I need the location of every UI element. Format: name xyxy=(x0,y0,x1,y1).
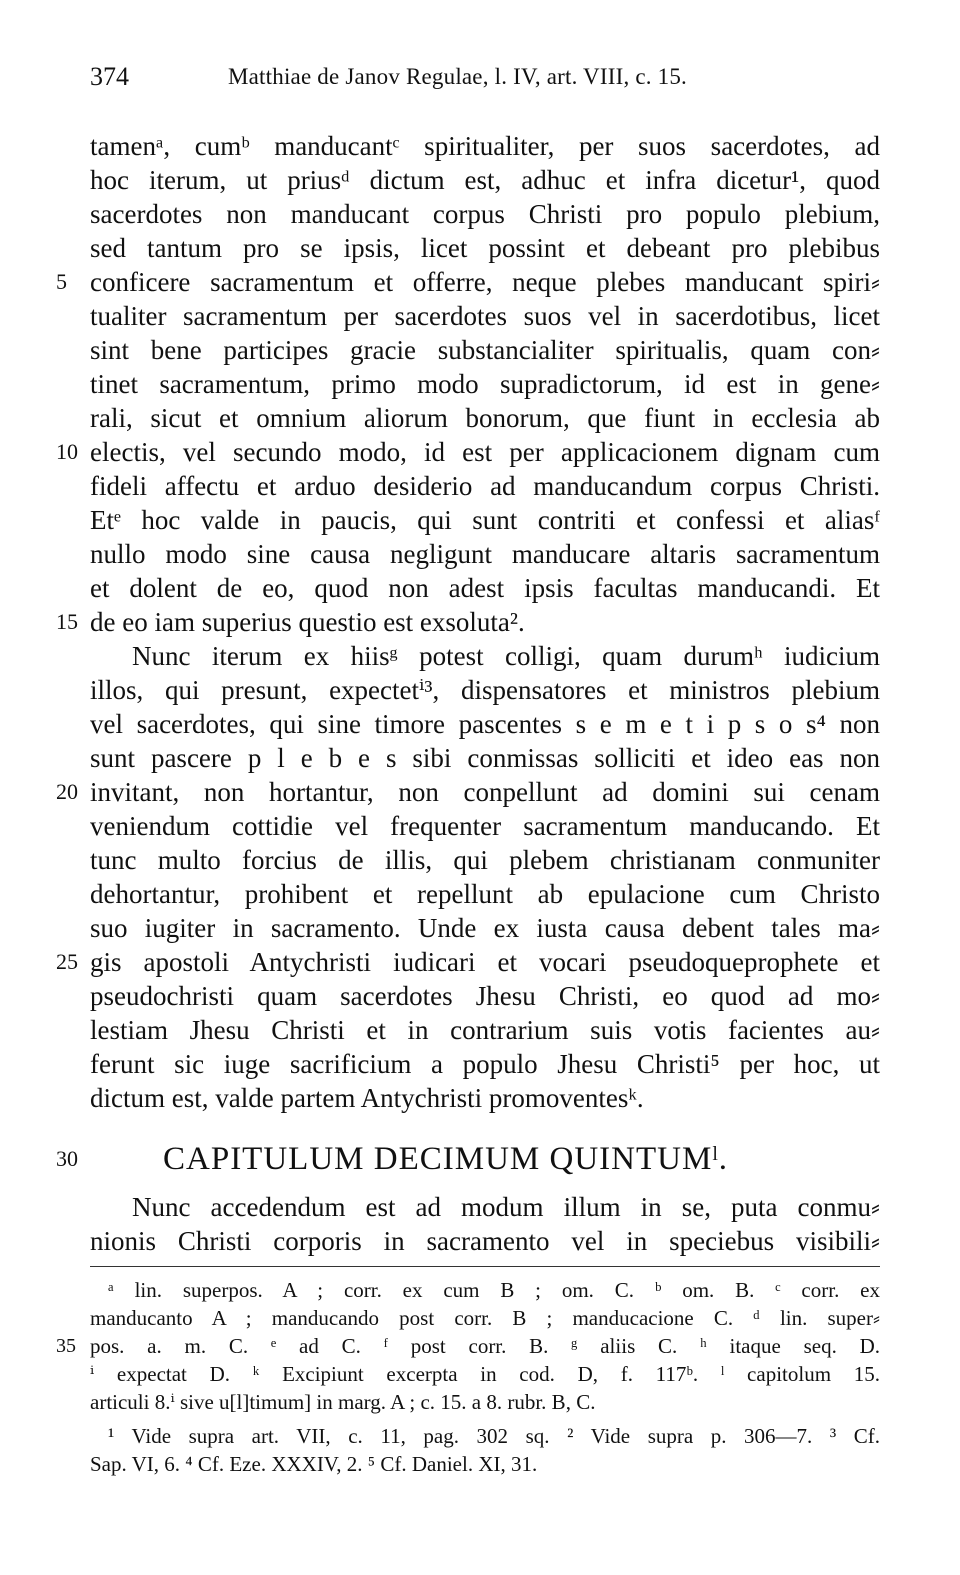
footnote-line: manducanto A ; manducando post corr. B ; manducacione C. ᵈ lin. super⸗ xyxy=(90,1306,880,1330)
running-head: Matthiae de Janov Regulae, l. IV, art. VIII, c. 15. xyxy=(228,64,688,89)
page-number: 374 xyxy=(90,62,129,91)
body-line: nullo modo sine causa negligunt manducare altaris sacramentum xyxy=(90,539,880,569)
body-line: ferunt sic iuge sacrificium a populo Jhesu Christi⁵ per hoc, ut xyxy=(90,1049,880,1079)
line-number: 25 xyxy=(56,949,78,974)
body-line: electis, vel secundo modo, id est per applicacionem dignam cum xyxy=(90,437,880,467)
body-line: Nunc accedendum est ad modum illum in se, puta conmu⸗ xyxy=(132,1192,880,1222)
body-line: sunt pascere p l e b e s sibi conmissas solliciti et ideo eas non xyxy=(90,743,880,773)
footnote-line: ¹ Vide supra art. VII, c. 11, pag. 302 sq. ² Vide supra p. 306—7. ³ Cf. xyxy=(108,1424,880,1448)
body-line: suo iugiter in sacramento. Unde ex iusta causa debent tales ma⸗ xyxy=(90,913,880,943)
body-line: dictum est, valde partem Antychristi promoventesᵏ. xyxy=(90,1083,644,1113)
line-number: 30 xyxy=(56,1146,78,1171)
line-number: 15 xyxy=(56,609,78,634)
body-line: tunc multo forcius de illis, qui plebem christianam conmuniter xyxy=(90,845,880,875)
body-line: tamenᵃ, cumᵇ manducantᶜ spiritualiter, per suos sacerdotes, ad xyxy=(90,131,880,161)
body-line: fideli affectu et arduo desiderio ad manducandum corpus Christi. xyxy=(90,471,880,501)
footnote-line: pos. a. m. C. ᵉ ad C. ᶠ post corr. B. ᵍ aliis C. ʰ itaque seq. D. xyxy=(90,1334,880,1358)
body-line: Nunc iterum ex hiisᵍ potest colligi, quam durumʰ iudicium xyxy=(132,641,880,671)
footnote-line: ⁱ expectat D. ᵏ Excipiunt excerpta in cod. D, f. 117ᵇ. ˡ capitolum 15. xyxy=(90,1362,880,1386)
body-line: et dolent de eo, quod non adest ipsis facultas manducandi. Et xyxy=(90,573,880,603)
body-line: sacerdotes non manducant corpus Christi pro populo plebium, xyxy=(90,199,880,229)
line-number: 20 xyxy=(56,779,78,804)
body-line: nionis Christi corporis in sacramento vel in speciebus visibili⸗ xyxy=(90,1226,880,1256)
footnote-line: Sap. VI, 6. ⁴ Cf. Eze. XXXIV, 2. ⁵ Cf. Daniel. XI, 31. xyxy=(90,1452,538,1476)
body-line: vel sacerdotes, qui sine timore pascentes s e m e t i p s o s⁴ non xyxy=(90,709,880,739)
body-line: sint bene participes gracie substancialiter spiritualis, quam con⸗ xyxy=(90,335,880,365)
body-line: hoc iterum, ut priusᵈ dictum est, adhuc et infra dicetur¹, quod xyxy=(90,165,880,195)
body-line: dehortantur, prohibent et repellunt ab epulacione cum Christo xyxy=(90,879,880,909)
body-line: tualiter sacramentum per sacerdotes suos vel in sacerdotibus, licet xyxy=(90,301,880,331)
footnote-rule xyxy=(90,1266,880,1267)
body-line: veniendum cottidie vel frequenter sacramentum manducando. Et xyxy=(90,811,880,841)
footnote-line: articuli 8.ⁱ sive u[l]timum] in marg. A ; c. 15. a 8. rubr. B, C. xyxy=(90,1390,596,1414)
body-line: illos, qui presunt, expectetⁱ³, dispensatores et ministros plebium xyxy=(90,675,880,705)
body-line: sed tantum pro se ipsis, licet possint et debeant pro plebibus xyxy=(90,233,880,263)
chapter-heading: CAPITULUM DECIMUM QUINTUMˡ. xyxy=(163,1141,729,1177)
page-header xyxy=(90,62,880,98)
body-line: gis apostoli Antychristi iudicari et vocari pseudoqueprophete et xyxy=(90,947,880,977)
body-line: rali, sicut et omnium aliorum bonorum, que fiunt in ecclesia ab xyxy=(90,403,880,433)
body-line: lestiam Jhesu Christi et in contrarium suis votis facientes au⸗ xyxy=(90,1015,880,1045)
body-line: tinet sacramentum, primo modo supradictorum, id est in gene⸗ xyxy=(90,369,880,399)
footnote-line: ᵃ lin. superpos. A ; corr. ex cum B ; om. C. ᵇ om. B. ᶜ corr. ex xyxy=(108,1278,880,1302)
line-number: 5 xyxy=(56,269,67,294)
line-number: 10 xyxy=(56,439,78,464)
body-line: Etᵉ hoc valde in paucis, qui sunt contriti et confessi et aliasᶠ xyxy=(90,505,880,535)
line-number: 35 xyxy=(56,1335,76,1357)
body-line: de eo iam superius questio est exsoluta². xyxy=(90,607,525,637)
body-line: conficere sacramentum et offerre, neque plebes manducant spiri⸗ xyxy=(90,267,880,297)
body-line: pseudochristi quam sacerdotes Jhesu Christi, eo quod ad mo⸗ xyxy=(90,981,880,1011)
body-line: invitant, non hortantur, non conpellunt ad domini sui cenam xyxy=(90,777,880,807)
